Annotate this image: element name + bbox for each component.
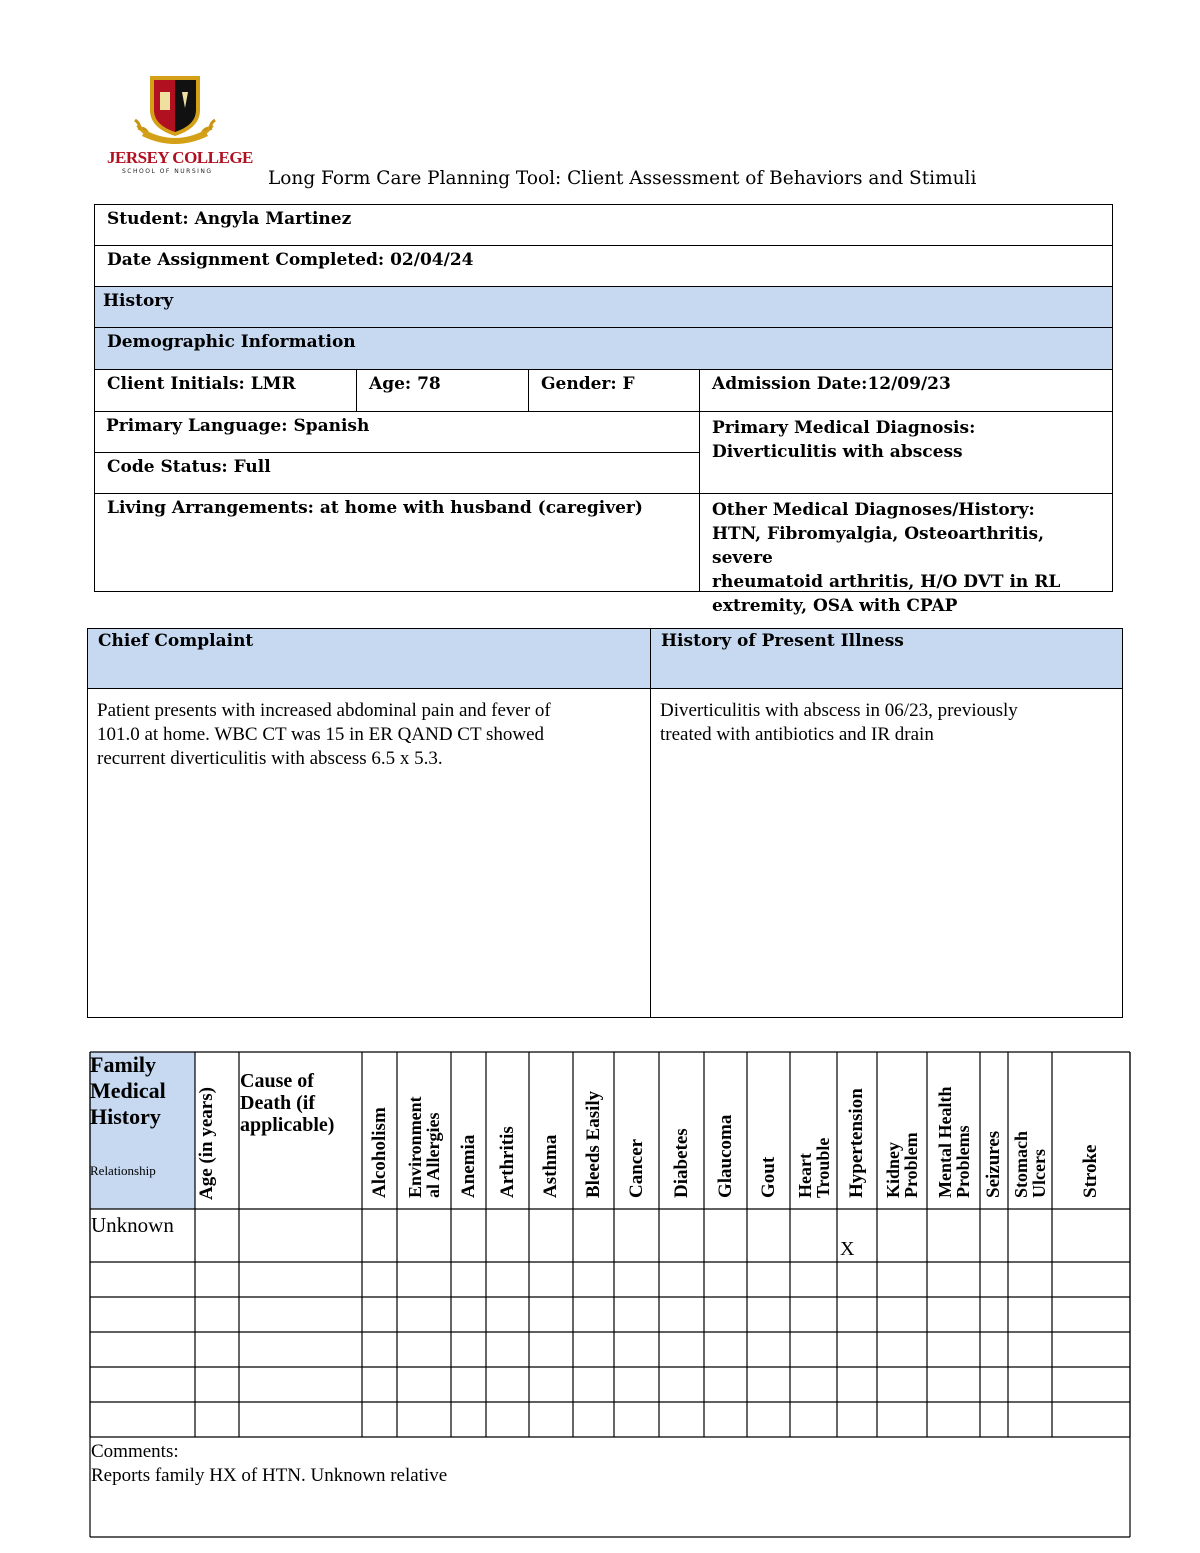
age-header: Age (in years) [196,1087,217,1200]
condition-header-line: Cancer [625,1138,647,1198]
chief-complaint-line: recurrent diverticulitis with abscess 6.5 x 5.3. [97,748,443,769]
condition-header-line: Ulcers [1029,1149,1049,1198]
hpi-label: History of Present Illness [661,631,904,651]
logo-subtitle: SCHOOL OF NURSING [122,168,213,175]
client-age: Age: 78 [369,374,441,394]
hypertension-mark: X [840,1238,855,1260]
family-history-title [90,1052,166,1130]
condition-header [1012,1131,1048,1198]
other-dx-label: Other Medical Diagnoses/History: [712,500,1035,520]
condition-header-line: Stroke [1080,1144,1101,1198]
fmh-title-line: Family [90,1052,156,1077]
condition-header-line: Arthritis [496,1126,518,1198]
condition-header-line: Kidney [883,1141,903,1198]
history-label: History [103,291,174,311]
condition-header [457,1134,479,1198]
condition-header-line: Bleeds Easily [582,1090,604,1198]
condition-header-line: Glaucoma [714,1114,736,1198]
chief-complaint-line: 101.0 at home. WBC CT was 15 in ER QAND CT showed [97,724,545,745]
primary-dx-label: Primary Medical Diagnosis: [712,418,976,438]
condition-header-line: Asthma [540,1134,561,1198]
condition-header [796,1138,832,1198]
condition-header [582,1090,604,1198]
condition-header [848,1088,866,1198]
fmh-title-line: Medical [90,1078,166,1103]
comments-text: Reports family HX of HTN. Unknown relative [91,1465,448,1486]
condition-header [542,1135,560,1198]
condition-header [884,1132,920,1198]
condition-header-line: Alcoholism [368,1107,390,1198]
chief-complaint-label: Chief Complaint [98,631,254,651]
condition-header-line: Problem [901,1132,921,1198]
condition-header-line: Heart [794,1153,815,1198]
other-dx-line: extremity, OSA with CPAP [712,596,958,616]
condition-header [1082,1145,1100,1198]
primary-dx-value: Diverticulitis with abscess [712,442,963,462]
admission-date: Admission Date:12/09/23 [712,374,951,394]
hpi-line: treated with antibiotics and IR drain [660,724,934,745]
hpi-line: Diverticulitis with abscess in 06/23, previously [660,700,1018,721]
condition-header-line: Hypertension [846,1088,867,1198]
condition-header [670,1128,692,1198]
student-name: Student: Angyla Martinez [107,209,352,229]
condition-header [625,1138,647,1198]
chief-complaint-line: Patient presents with increased abdominal pain and fever of [97,700,551,721]
condition-header-line: Diabetes [670,1128,692,1198]
condition-header [714,1114,736,1198]
cause-of-death-header [240,1070,334,1136]
comments-section [91,1440,447,1488]
condition-header-line: Seizures [983,1130,1004,1198]
condition-header-line: Anemia [457,1134,479,1198]
condition-header [936,1087,972,1198]
condition-header [757,1156,779,1198]
client-initials: Client Initials: LMR [107,374,296,394]
client-gender: Gender: F [541,374,635,394]
condition-header-line: Environment [405,1096,425,1198]
cause-line: applicable) [240,1114,335,1136]
condition-header [985,1131,1003,1198]
condition-header-line: Problems [952,1125,973,1198]
condition-header-line: al Allergies [423,1112,443,1198]
relationship-label: Relationship [90,1163,156,1178]
other-dx-line: HTN, Fibromyalgia, Osteoarthritis, severe [712,524,1045,568]
fmh-title-line: History [90,1104,161,1129]
date-completed: Date Assignment Completed: 02/04/24 [107,250,474,270]
primary-language: Primary Language: Spanish [106,416,370,436]
row1-relationship: Unknown [91,1213,174,1237]
condition-header [368,1107,390,1198]
comments-label: Comments: [91,1441,179,1462]
living-arrangements: Living Arrangements: at home with husband (caregiver) [107,498,643,518]
condition-header-line: Trouble [812,1137,833,1198]
logo-name: JERSEY COLLEGE [107,148,253,167]
other-dx-line: rheumatoid arthritis, H/O DVT in RL [712,572,1061,592]
condition-header-line: Mental Health [934,1086,955,1198]
condition-header-line: Gout [757,1156,779,1198]
page-title: Long Form Care Planning Tool: Client Assessment of Behaviors and Stimuli [268,168,977,189]
cause-line: Cause of [240,1070,314,1092]
demographic-label: Demographic Information [107,332,356,352]
condition-header [496,1126,518,1198]
cause-line: Death (if [240,1092,315,1114]
code-status: Code Status: Full [107,457,271,477]
condition-header-line: Stomach [1011,1131,1031,1198]
condition-header [406,1096,442,1198]
